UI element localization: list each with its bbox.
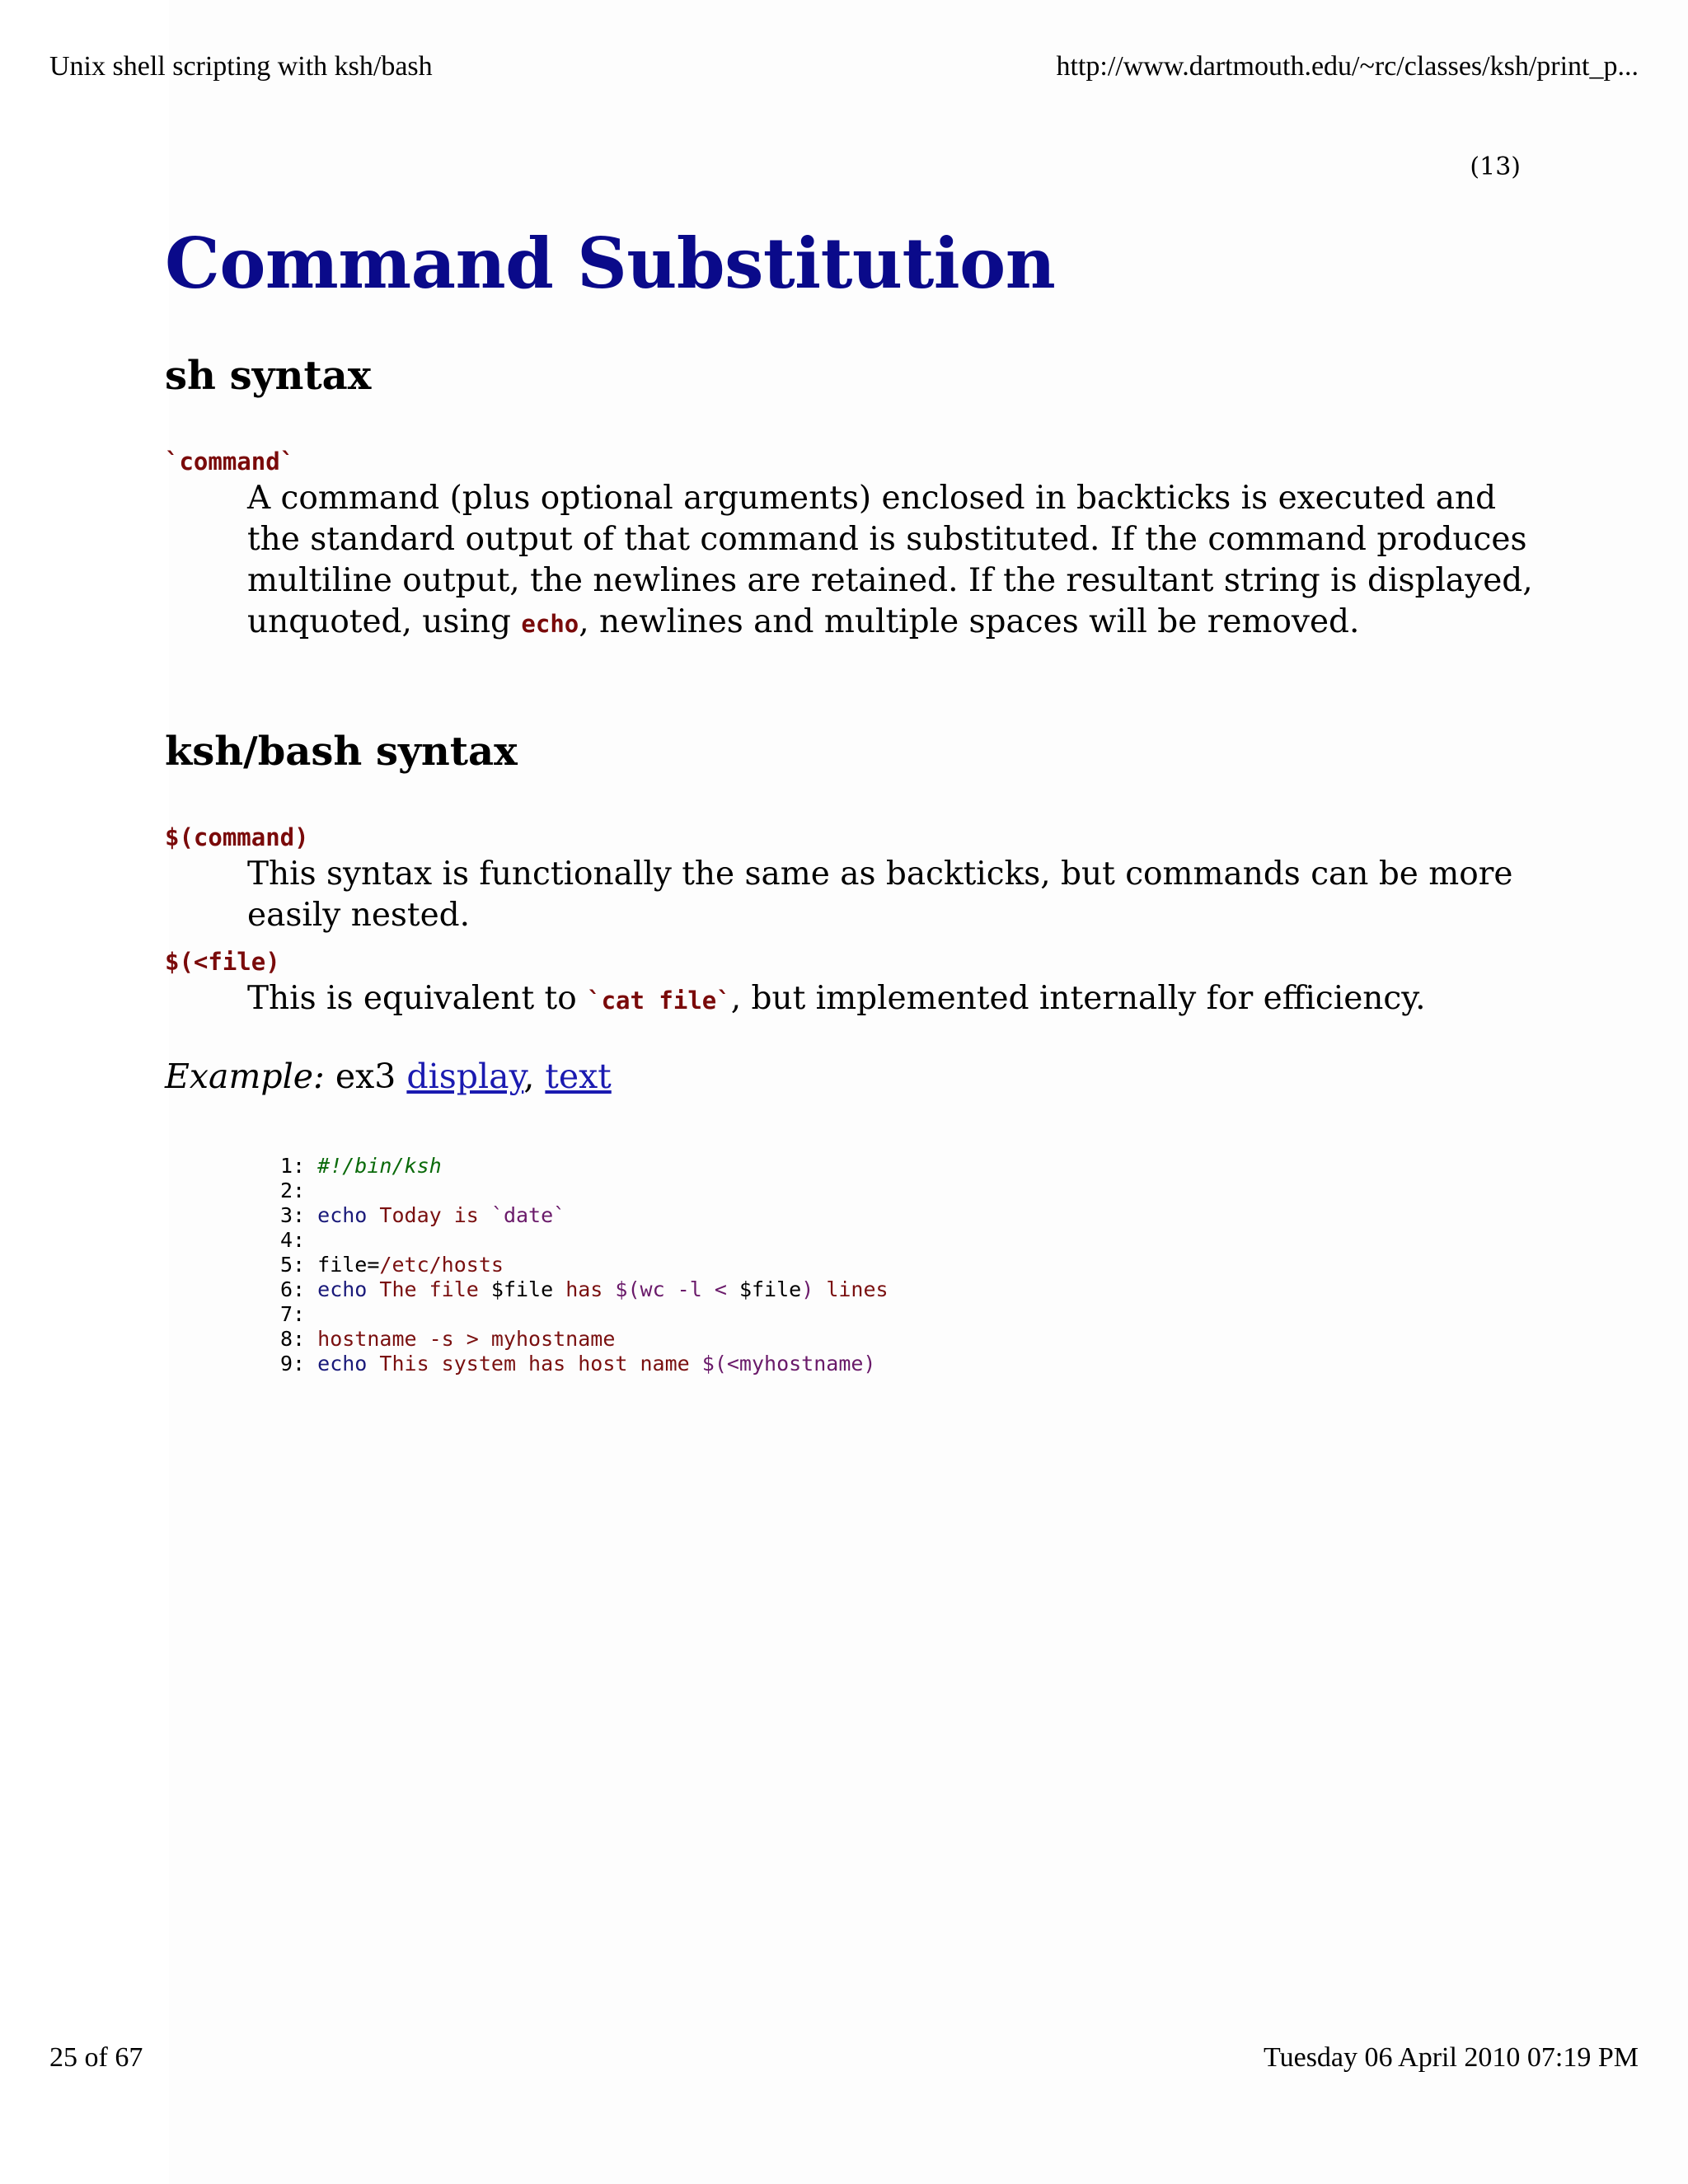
- print-header-url: http://www.dartmouth.edu/~rc/classes/ksh/print_p...: [1056, 51, 1639, 82]
- code-line: [280, 1253, 889, 1277]
- line-number: 1:: [280, 1154, 318, 1178]
- code-token: #!/bin/ksh: [317, 1154, 442, 1178]
- code-line: [280, 1179, 889, 1203]
- definition-dollar-file: [247, 978, 1533, 1021]
- code-token: echo: [317, 1203, 368, 1227]
- code-listing: [280, 1154, 889, 1376]
- code-token: /etc/hosts: [379, 1253, 504, 1277]
- code-token: $(wc -l <: [615, 1277, 739, 1301]
- term-dollar-file: $(<file): [165, 948, 280, 976]
- line-number: 8:: [280, 1327, 318, 1351]
- definition-dollar-paren: This syntax is functionally the same as backticks, but commands can be more easily nested.: [247, 855, 1513, 934]
- term-dollar-paren: $(command): [165, 823, 309, 851]
- code-token: echo: [317, 1277, 368, 1301]
- print-footer-page-count: 25 of 67: [49, 2042, 143, 2073]
- definition-text: A command (plus optional arguments) enclosed in backticks is executed and the standard output of that command is substituted. If the command produces multiline output, the newlines are retained. If the resultant string is displayed, unquoted, using: [247, 480, 1533, 640]
- line-number: 9:: [280, 1352, 318, 1376]
- example-display-link[interactable]: display: [406, 1057, 524, 1096]
- code-token: ): [801, 1277, 814, 1301]
- definition-text: , newlines and multiple spaces will be removed.: [579, 603, 1360, 640]
- definition-backticks: [247, 478, 1533, 644]
- definition-text: , but implemented internally for efficiency.: [730, 980, 1426, 1017]
- line-number: 7:: [280, 1302, 318, 1326]
- term-backticks: `command`: [165, 448, 295, 476]
- code-line: [280, 1228, 889, 1253]
- example-label: Example:: [165, 1057, 325, 1096]
- code-token: lines: [814, 1277, 889, 1301]
- code-token: This system has host name: [367, 1352, 702, 1376]
- line-number: 5:: [280, 1253, 318, 1277]
- example-line: [165, 1057, 612, 1096]
- code-token: Today is: [367, 1203, 491, 1227]
- slide-number: (13): [1470, 152, 1521, 181]
- code-line: [280, 1352, 889, 1376]
- section-heading-ksh-bash: ksh/bash syntax: [165, 729, 518, 775]
- code-token: file=: [317, 1253, 380, 1277]
- section-heading-sh: sh syntax: [165, 353, 372, 399]
- code-line: [280, 1277, 889, 1302]
- code-token: The file: [367, 1277, 491, 1301]
- line-number: 2:: [280, 1179, 318, 1202]
- example-name: ex3: [335, 1057, 396, 1096]
- line-number: 4:: [280, 1228, 318, 1252]
- example-separator: ,: [523, 1057, 535, 1096]
- code-line: [280, 1302, 889, 1327]
- inline-code-echo: echo: [521, 610, 579, 638]
- definition-text: This is equivalent to: [247, 980, 588, 1017]
- print-header-title: Unix shell scripting with ksh/bash: [49, 51, 433, 82]
- inline-code-cat-file: `cat file`: [587, 987, 731, 1015]
- print-footer-timestamp: Tuesday 06 April 2010 07:19 PM: [1264, 2042, 1639, 2073]
- code-token: `date`: [490, 1203, 566, 1227]
- code-line: [280, 1203, 889, 1228]
- page-title: Command Substitution: [165, 223, 1056, 304]
- code-token: $file: [490, 1277, 554, 1301]
- code-line: [280, 1327, 889, 1352]
- code-token: hostname -s > myhostname: [317, 1327, 616, 1351]
- code-line: [280, 1154, 889, 1179]
- code-token: has: [553, 1277, 616, 1301]
- code-token: $(<myhostname): [701, 1352, 876, 1376]
- code-token: $file: [738, 1277, 802, 1301]
- line-number: 3:: [280, 1203, 318, 1227]
- line-number: 6:: [280, 1277, 318, 1301]
- example-text-link[interactable]: text: [545, 1057, 612, 1096]
- code-token: echo: [317, 1352, 368, 1376]
